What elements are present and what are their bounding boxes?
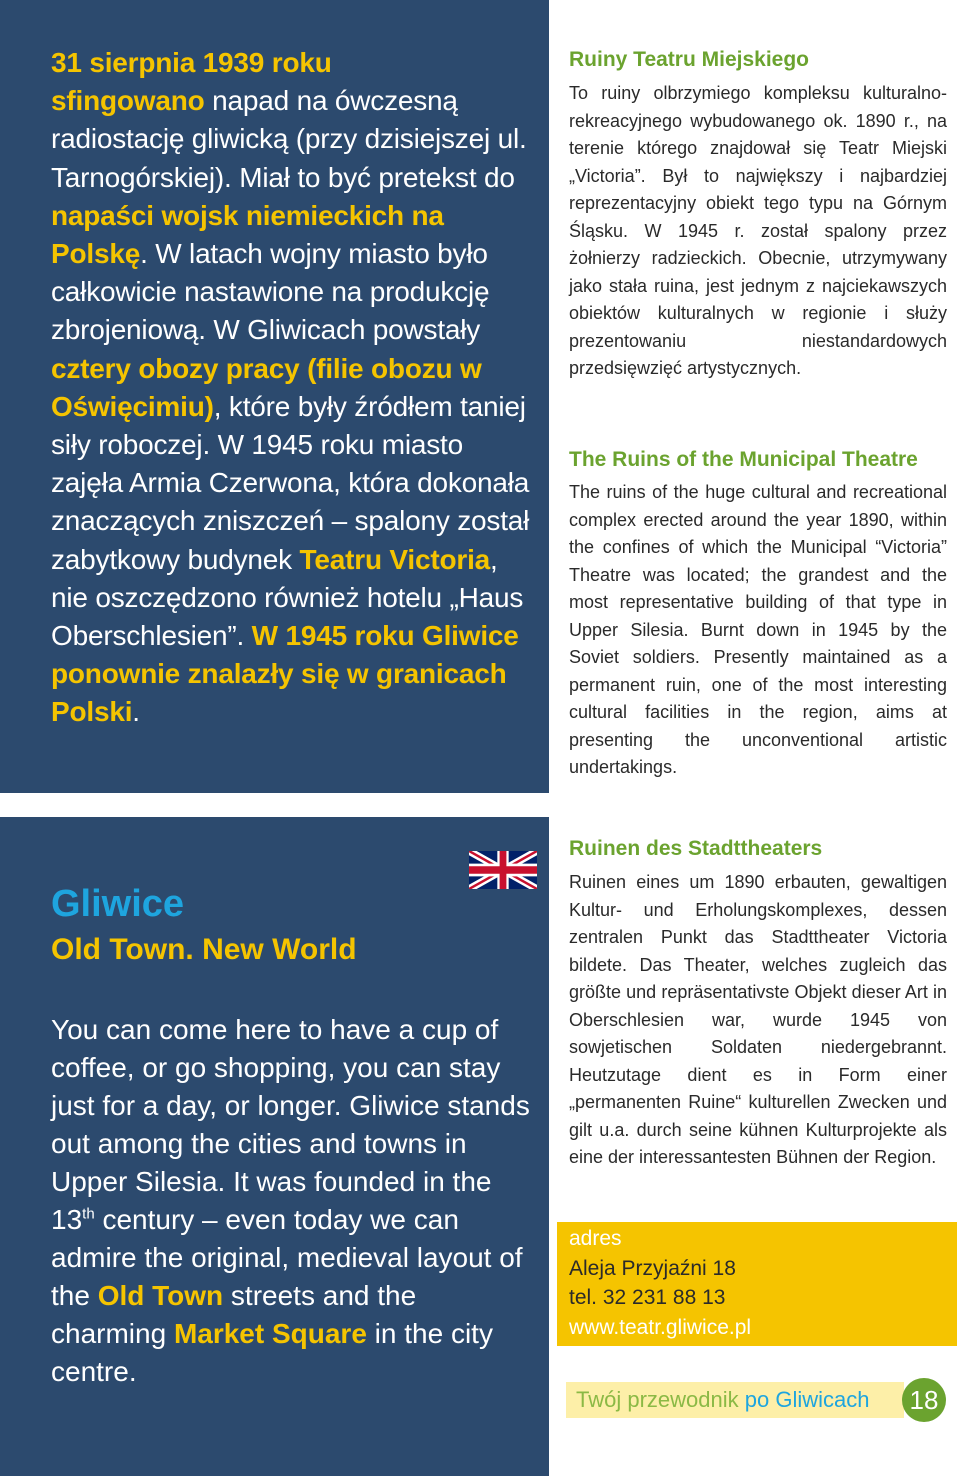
body-text: in the city centre.: [51, 1318, 493, 1387]
address-box: [557, 1222, 957, 1346]
body-text: , które były źródłem taniej siły roboczej. W 1945 roku miasto zajęła Armia Czerwona, która dokonała znaczących zniszczeń – spalony został zabytkowy budynek: [51, 390, 530, 575]
polish-intro-text: [51, 44, 531, 732]
body-text: .: [132, 696, 140, 728]
section-text-de: Ruinen eines um 1890 erbauten, gewaltigen Kultur- und Erholungskomplexes, dessen zentralen Punkt das Stadttheater Victoria bildete. Das Theater, welches zugleich das größte und repräsentativste Objekt dieser Art in Oberschlesien war, wurde 1945 von sowjetischen Soldaten niedergebrannt. Heutzutage dient es in Form einer „permanenten Ruine“ kulturellen Zwecken und gilt u.a. durch seine kühnen Kulturprojekte als eine der interessantesten Bühnen der Region.: [569, 872, 947, 1167]
highlight-text: W 1945 roku Gliwice ponownie znalazły się w granicach Polski: [51, 620, 519, 728]
address-street: Aleja Przyjaźni 18: [569, 1256, 736, 1280]
body-text: , nie oszczędzono również hotelu „Haus Oberschlesien”.: [51, 543, 524, 652]
body-text: You can come here to have a cup of coffee, or go shopping, you can stay just for a day, or longer. Gliwice stands out among the cities and towns in Upper Silesia. It was founded in the 13: [51, 1014, 530, 1235]
body-text: century – even today we can admire the original, medieval layout of the: [51, 1204, 523, 1311]
highlight-text: sfingowano: [51, 85, 205, 117]
body-text: . W latach wojny miasto było całkowicie nastawione na produkcję zbrojeniową. W Gliwicach powstały: [51, 238, 490, 346]
address-phone: tel. 32 231 88 13: [569, 1286, 726, 1309]
address-label: adres: [569, 1227, 622, 1250]
footer-banner: [566, 1382, 904, 1418]
body-text: streets and the charming: [51, 1280, 417, 1349]
body-text: napad na ówczesną radiostację gliwicką (przy dzisiejszej ul. Tarnogórskiej). Miał to być pretekst do: [51, 85, 527, 193]
section-heading-pl: Ruiny Teatru Miejskiego: [569, 48, 809, 71]
page-number: 18: [902, 1378, 946, 1422]
highlight-text: cztery obozy pracy (filie obozu w Oświęcimiu): [51, 352, 482, 422]
highlight-text: napaści wojsk niemieckich na Polskę: [51, 199, 444, 270]
section-heading-de: Ruinen des Stadttheaters: [569, 837, 823, 860]
footer-text-highlight: po Gliwicach: [744, 1387, 870, 1412]
section-heading-en: The Ruins of the Municipal Theatre: [569, 448, 918, 471]
highlight-text: Teatru Victoria: [299, 543, 491, 575]
uk-flag-icon: [469, 851, 537, 889]
footer-text: Twój przewodnik: [576, 1387, 745, 1412]
section-text-pl: To ruiny olbrzymiego kompleksu kulturalno-rekreacyjnego wybudowanego ok. 1890 r., na terenie którego znajdował się Teatr Miejski „Victoria”. Był to największy i najbardziej reprezentacyjny obiekt tego typu na Górnym Śląsku. W 1945 r. został spalony przez żołnierzy radzieckich. Obecnie, utrzymywany jako stała ruina, jest jednym z najciekawszych obiektów kulturalnych w regionie i służy prezentowaniu niestandardowych przedsięwzięć artystycznych.: [569, 83, 947, 378]
superscript: th: [82, 1205, 95, 1223]
address-url-link[interactable]: www.teatr.gliwice.pl: [569, 1315, 752, 1339]
highlight-date: 31 sierpnia 1939 roku: [51, 47, 332, 78]
highlight-text: Market Square: [173, 1318, 367, 1349]
section-text-en: The ruins of the huge cultural and recreational complex erected around the year 1890, within the confines of which the Municipal “Victoria” Theatre was located; the grandest and the most representative building of that type in Upper Silesia. Burnt down in 1945 by the Soviet soldiers. Presently maintained as a permanent ruin, one of the most interesting cultural facilities in the region, aims at presenting the unconventional artistic undertakings.: [569, 482, 947, 777]
english-text: [51, 1011, 531, 1391]
highlight-text: Old Town: [97, 1280, 224, 1311]
english-title: Gliwice: [51, 883, 185, 925]
english-subtitle: Old Town. New World: [51, 933, 357, 966]
